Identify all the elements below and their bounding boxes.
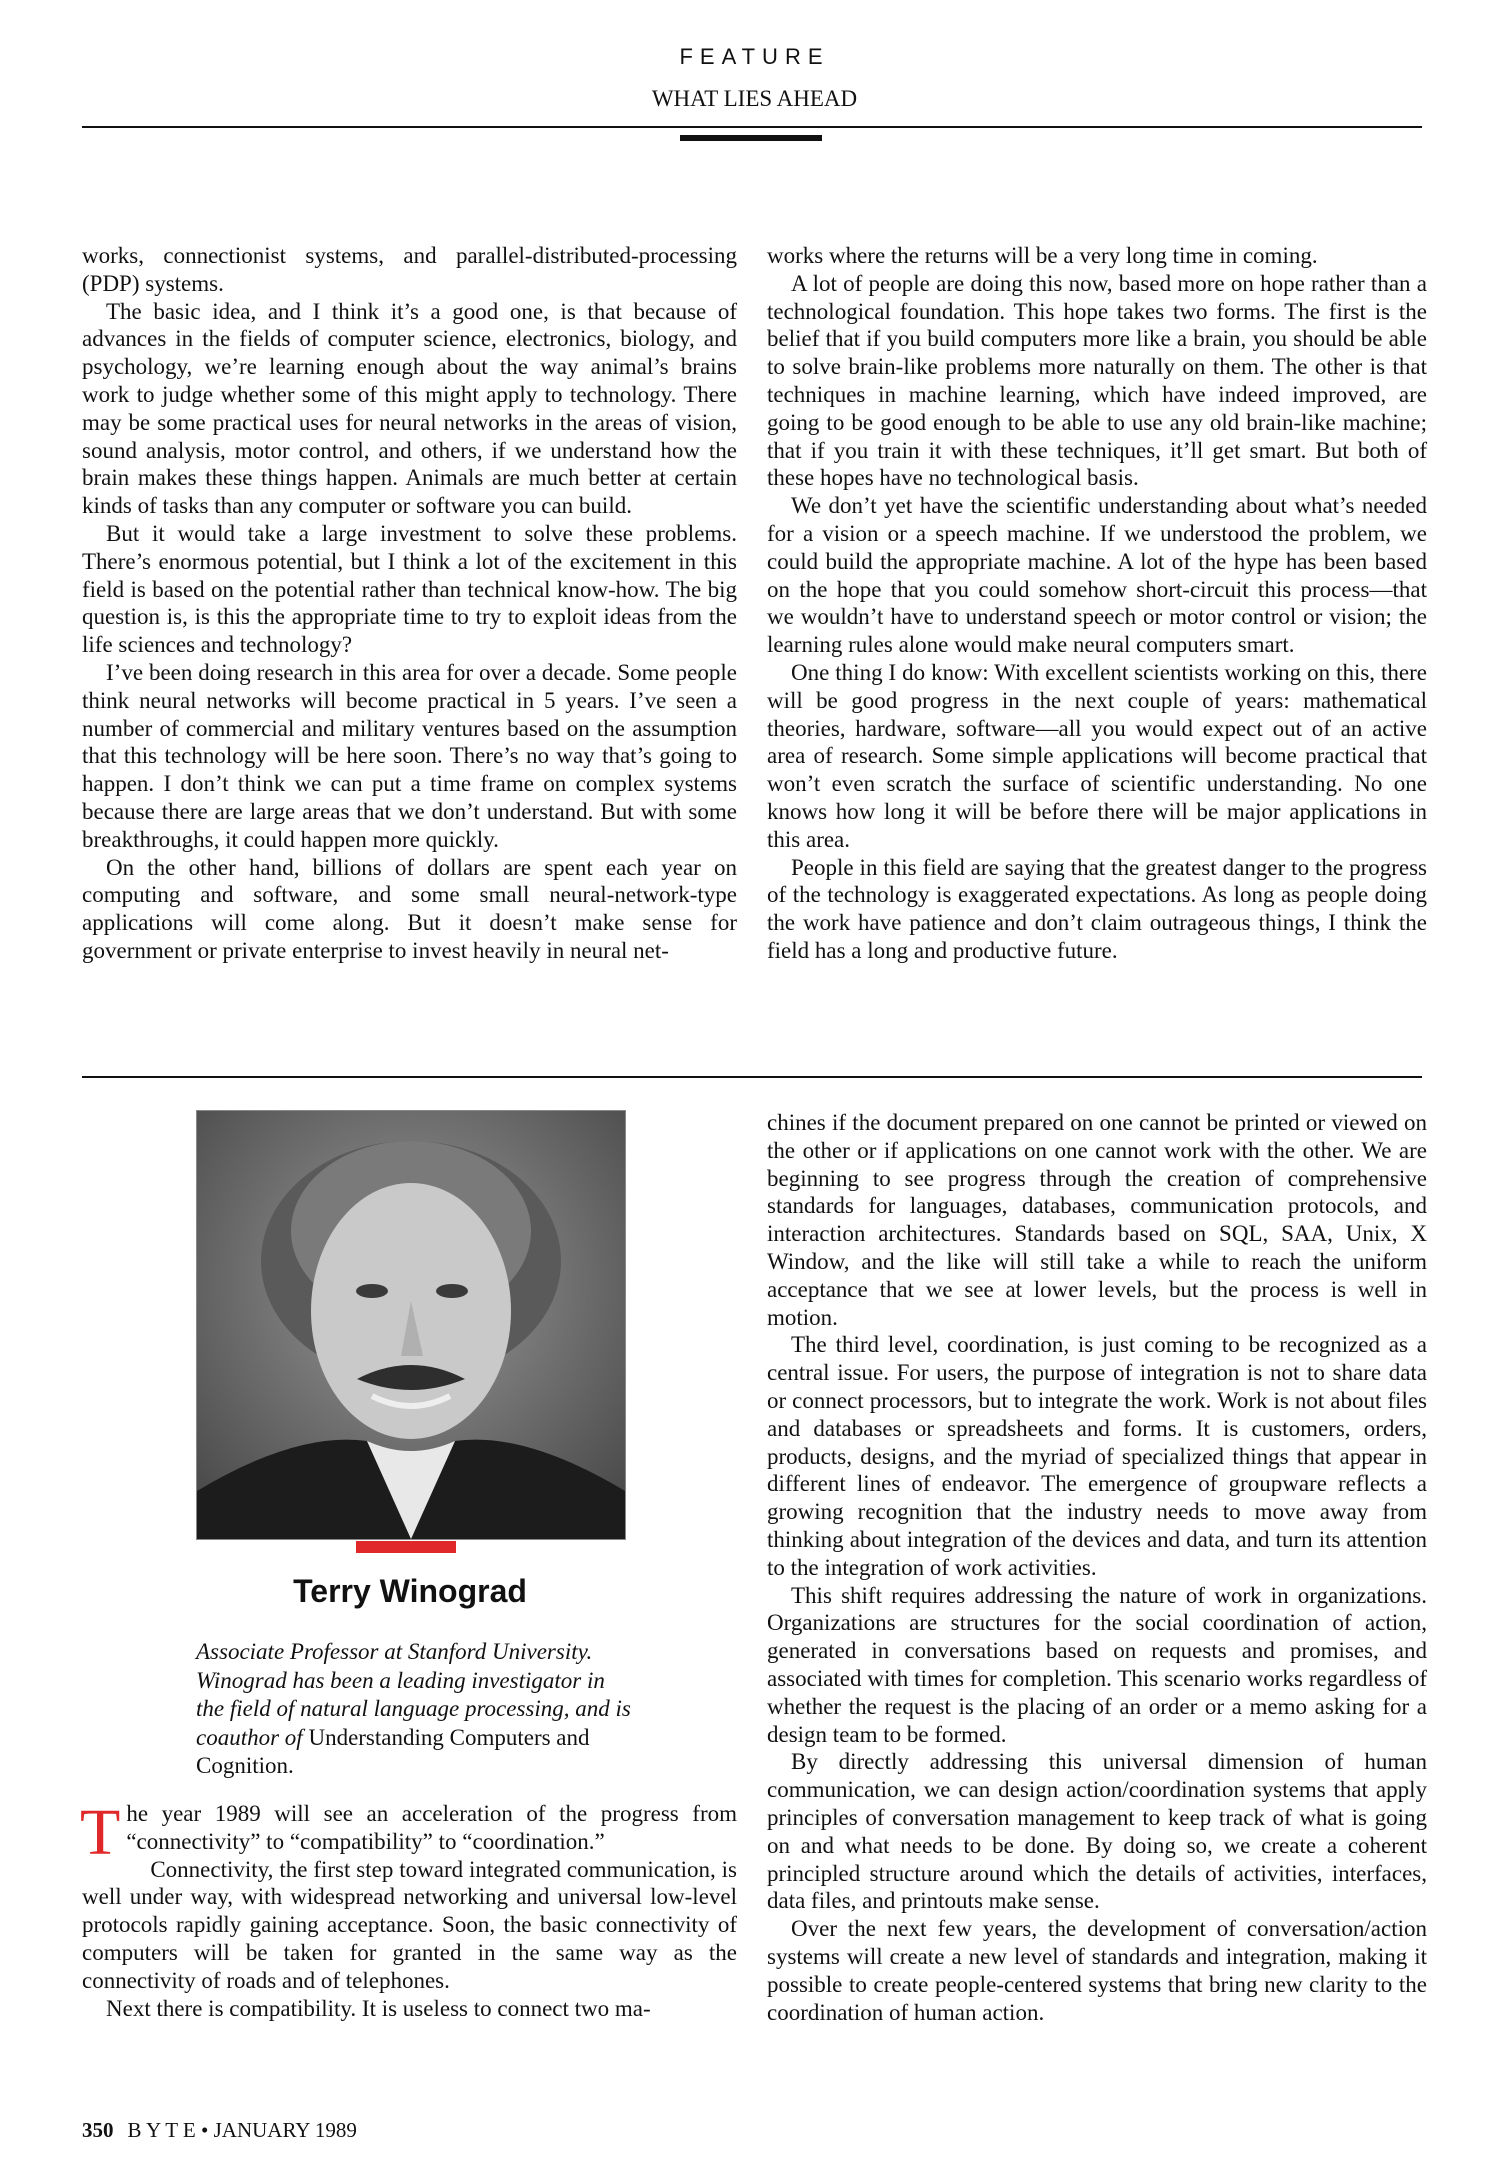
- person-bio: [196, 1638, 636, 1781]
- drop-cap: T: [80, 1796, 121, 1869]
- section-subtitle: WHAT LIES AHEAD: [651, 86, 858, 111]
- paragraph: chines if the document prepared on one cannot be printed or viewed on the other or if applications on one cannot work with the other. We are beginning to see progress through the creation of comprehensive standards for languages, databases, communication protocols, and interaction architectures. Standards based on SQL, SAA, Unix, X Window, and the like will still take a while to reach the uniform acceptance that we see at lower levels, but the process is well in motion.: [767, 1110, 1427, 1330]
- paragraph: On the other hand, billions of dollars are spent each year on computing and software, and some small neural-network-type applications will come along. But it doesn’t make sense for government or private enterprise to invest heavily in neural net-: [82, 854, 737, 963]
- paragraph: Connectivity, the first step toward integrated communication, is well under way, with widespread networking and universal low-level protocols rapidly gaining acceptance. Soon, the basic connectivity of computers will be taken for granted in the same way as the connectivity of roads and of telephones.: [82, 1856, 737, 1993]
- paragraph: But it would take a large investment to solve these problems. There’s enormous potential, but I think a lot of the excitement in this field is based on the potential rather than technical know-how. The big question is, is this the appropriate time to try to exploit ideas from the life sciences and technology?: [82, 520, 737, 658]
- paragraph: Over the next few years, the development of conversation/action systems will create a new level of standards and integration, making it possible to create people-centered systems that bring new clarity to the coordination of human action.: [767, 1916, 1427, 2025]
- paragraph: [80, 1796, 737, 1869]
- article2-right-column: [767, 1109, 1427, 2026]
- paragraph: works, connectionist systems, and parallel-distributed-processing (PDP) systems.: [82, 243, 737, 296]
- portrait-image: [197, 1111, 625, 1539]
- page-number: 350: [82, 2118, 114, 2142]
- header-rule-tab: [680, 135, 822, 141]
- portrait-photo: [196, 1110, 626, 1540]
- paragraph: This shift requires addressing the nature of work in organizations. Organizations are structures for the social coordination of action, generated in conversations based on requests and promises, and associated with times for completion. This scenario works regardless of whether the request is the placing of an order or a memo asking for a design team to be formed.: [767, 1582, 1427, 1747]
- paragraph: I’ve been doing research in this area for over a decade. Some people think neural networks will become practical in 5 years. I’ve seen a number of commercial and military ventures based on the assumption that this technology will be here soon. There’s no way that’s going to happen. I don’t think we can put a time frame on complex systems because there are large areas that we don’t understand. But with some breakthroughs, it could happen more quickly.: [82, 659, 737, 852]
- paragraph: The third level, coordination, is just coming to be recognized as a central issue. For users, the purpose of integration is not to share data or connect processors, but to integrate the work. Work is not about files and databases or spreadsheets and forms. It is customers, orders, products, designs, and the myriad of specialized things that appear in different lines of endeavor. The emergence of groupware reflects a growing recognition that the industry needs to move away from thinking about integration of the devices and data, and turn its attention to the integration of work activities.: [767, 1332, 1427, 1580]
- article1-right-column: [767, 242, 1427, 965]
- article1-left-column: [82, 242, 737, 965]
- section-label: FEATURE: [679, 44, 830, 69]
- name-accent-bar: [356, 1541, 456, 1553]
- publication-line: B Y T E • JANUARY 1989: [127, 2118, 357, 2142]
- header-rule: [82, 126, 1422, 128]
- paragraph: People in this field are saying that the greatest danger to the progress of the technology is exaggerated expectations. As long as people doing the work have patience and don’t claim outrageous things, I think the field has a long and productive future.: [767, 854, 1427, 963]
- paragraph: A lot of people are doing this now, based more on hope rather than a technological foundation. This hope takes two forms. The first is the belief that if you build computers more like a brain, you should be able to solve brain-like problems more naturally on them. The other is that techniques in machine learning, which have indeed improved, are going to be good enough to be able to use any old brain-like machine; that if you train it with these techniques, it’ll get smart. But both of these hopes have no technological basis.: [767, 270, 1427, 491]
- paragraph-text: he year 1989 will see an acceleration of the progress from “connectivity” to “compatibility” to “coordination.”: [126, 1801, 737, 1854]
- page-footer: [82, 2118, 357, 2143]
- bio-text: Associate Professor at Stanford University. Winograd has been a leading investigator in the field of natural language processing, and is coauthor of: [196, 1639, 631, 1750]
- article2-left-column: [80, 1796, 737, 2022]
- paragraph: By directly addressing this universal dimension of human communication, we can design action/coordination systems that apply principles of conversation management to keep track of what is going on and what needs to be done. By doing so, we create a coherent principled structure around which the details of activities, interfaces, data files, and printouts make sense.: [767, 1749, 1427, 1914]
- person-name: Terry Winograd: [293, 1573, 527, 1609]
- paragraph: Next there is compatibility. It is useless to connect two ma-: [106, 1995, 651, 2021]
- paragraph: One thing I do know: With excellent scientists working on this, there will be good progress in the next couple of years: mathematical theories, hardware, software—all you would expect out of an active area of research. Some simple applications will become practical that won’t even scratch the surface of scientific understanding. No one knows how long it will be before there will be major applications in this area.: [767, 659, 1427, 852]
- paragraph: The basic idea, and I think it’s a good one, is that because of advances in the fields of computer science, electronics, biology, and psychology, we’re learning enough about the way animal’s brains work to judge whether some of this might apply to technology. There may be some practical uses for neural networks in the areas of vision, sound analysis, motor control, and others, if we understand how the brain makes these things happen. Animals are much better at certain kinds of tasks than any computer or software you can build.: [82, 298, 737, 519]
- section-divider: [82, 1076, 1422, 1078]
- book-title: Understanding Computers and Cognition.: [196, 1724, 590, 1778]
- paragraph: We don’t yet have the scientific understanding about what’s needed for a vision or a speech machine. If we understood the problem, we could build the appropriate machine. A lot of the hype has been based on the hope that you could somehow short-circuit this process—that we wouldn’t have to understand speech or motor control or vision; the learning rules alone would make neural computers smart.: [767, 493, 1427, 658]
- paragraph: works where the returns will be a very long time in coming.: [767, 243, 1318, 268]
